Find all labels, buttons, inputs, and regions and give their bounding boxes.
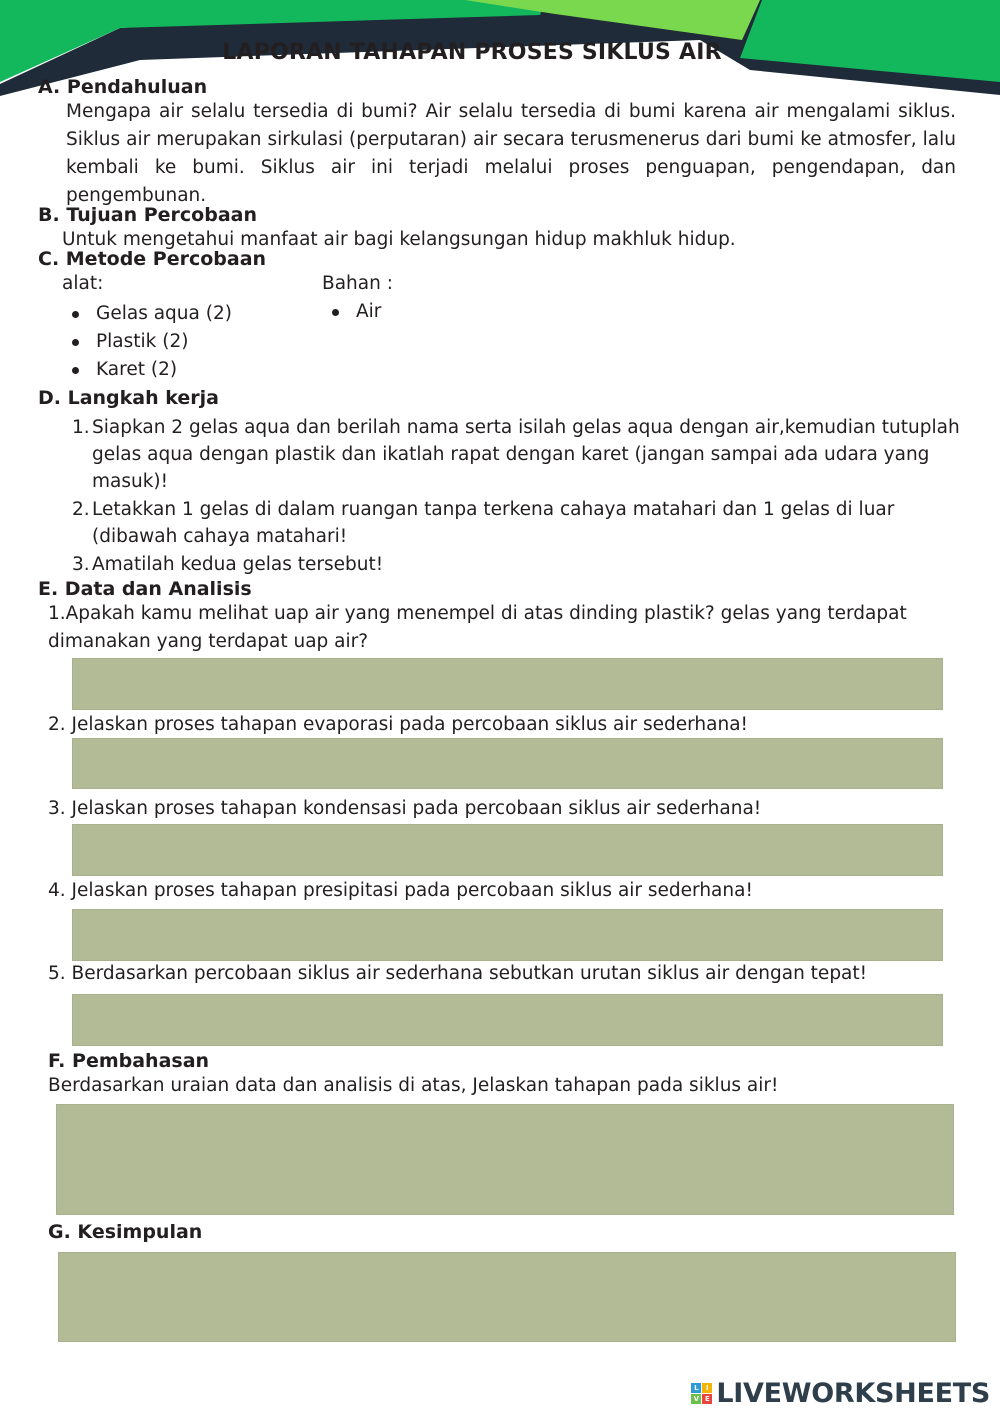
alat-list — [62, 300, 302, 384]
section-a-text: Mengapa air selalu tersedia di bumi? Air selalu tersedia di bumi karena air mengalami siklus. Siklus air merupakan sirkulasi (perputaran) air secara terusmenerus dari bumi ke atmosfer, lalu kembali ke bumi. Siklus air ini terjadi melalui proses penguapan, pengendapan, dan pengembunan. — [66, 101, 956, 206]
logo-letter: V — [691, 1394, 701, 1404]
logo-mark — [691, 1383, 712, 1404]
section-c-heading: C. Metode Percobaan — [38, 248, 267, 270]
step-text: Amatilah kedua gelas tersebut! — [92, 554, 384, 575]
liveworksheets-logo — [691, 1378, 990, 1409]
bahan-label: Bahan : — [322, 273, 393, 294]
answer-box-3[interactable] — [72, 824, 943, 876]
step-item — [72, 414, 982, 495]
step-number: 1. — [72, 417, 90, 438]
logo-letter: E — [702, 1394, 712, 1404]
list-item: Gelas aqua (2) — [62, 300, 302, 328]
step-text: Letakkan 1 gelas di dalam ruangan tanpa terkena cahaya matahari dan 1 gelas di luar (dibawah cahaya matahari! — [92, 499, 895, 547]
question-4: 4. Jelaskan proses tahapan presipitasi pada percobaan siklus air sederhana! — [48, 880, 753, 901]
kesimpulan-answer-box[interactable] — [58, 1252, 956, 1342]
list-item: Plastik (2) — [62, 328, 302, 356]
section-f-text: Berdasarkan uraian data dan analisis di atas, Jelaskan tahapan pada siklus air! — [48, 1075, 779, 1096]
pembahasan-answer-box[interactable] — [56, 1104, 954, 1215]
step-item — [72, 496, 982, 550]
answer-box-2[interactable] — [72, 738, 943, 789]
section-e-heading: E. Data dan Analisis — [38, 578, 252, 600]
question-3: 3. Jelaskan proses tahapan kondensasi pada percobaan siklus air sederhana! — [48, 798, 762, 819]
step-number: 2. — [72, 499, 90, 520]
logo-letter: L — [691, 1383, 701, 1393]
answer-box-4[interactable] — [72, 909, 943, 961]
section-a-heading: A. Pendahuluan — [38, 76, 208, 98]
page-title: LAPORAN TAHAPAN PROSES SIKLUS AIR — [222, 40, 722, 65]
step-text: Siapkan 2 gelas aqua dan berilah nama serta isilah gelas aqua dengan air,kemudian tutuplah gelas aqua dengan plastik dan ikatlah rapat dengan karet (jangan sampai ada udara yang masuk)! — [92, 417, 960, 492]
list-item: Karet (2) — [62, 356, 302, 384]
logo-letter: I — [702, 1383, 712, 1393]
langkah-steps — [72, 414, 982, 579]
list-item: Air — [322, 298, 522, 326]
section-f-heading: F. Pembahasan — [48, 1050, 210, 1072]
alat-label: alat: — [62, 273, 104, 294]
section-b-heading: B. Tujuan Percobaan — [38, 204, 257, 226]
question-5: 5. Berdasarkan percobaan siklus air sederhana sebutkan urutan siklus air dengan tepat! — [48, 963, 868, 984]
bahan-list — [322, 298, 522, 326]
question-1: 1.Apakah kamu melihat uap air yang menempel di atas dinding plastik? gelas yang terdapat dimanakan yang terdapat uap air? — [48, 603, 907, 652]
answer-box-1[interactable] — [72, 658, 943, 710]
section-g-heading: G. Kesimpulan — [48, 1221, 203, 1243]
logo-wordmark: LIVEWORKSHEETS — [716, 1378, 990, 1409]
question-2: 2. Jelaskan proses tahapan evaporasi pada percobaan siklus air sederhana! — [48, 714, 748, 735]
step-number: 3. — [72, 554, 90, 575]
answer-box-5[interactable] — [72, 994, 943, 1046]
step-item — [72, 551, 982, 578]
section-b-text: Untuk mengetahui manfaat air bagi kelangsungan hidup makhluk hidup. — [62, 229, 736, 250]
section-d-heading: D. Langkah kerja — [38, 387, 219, 409]
